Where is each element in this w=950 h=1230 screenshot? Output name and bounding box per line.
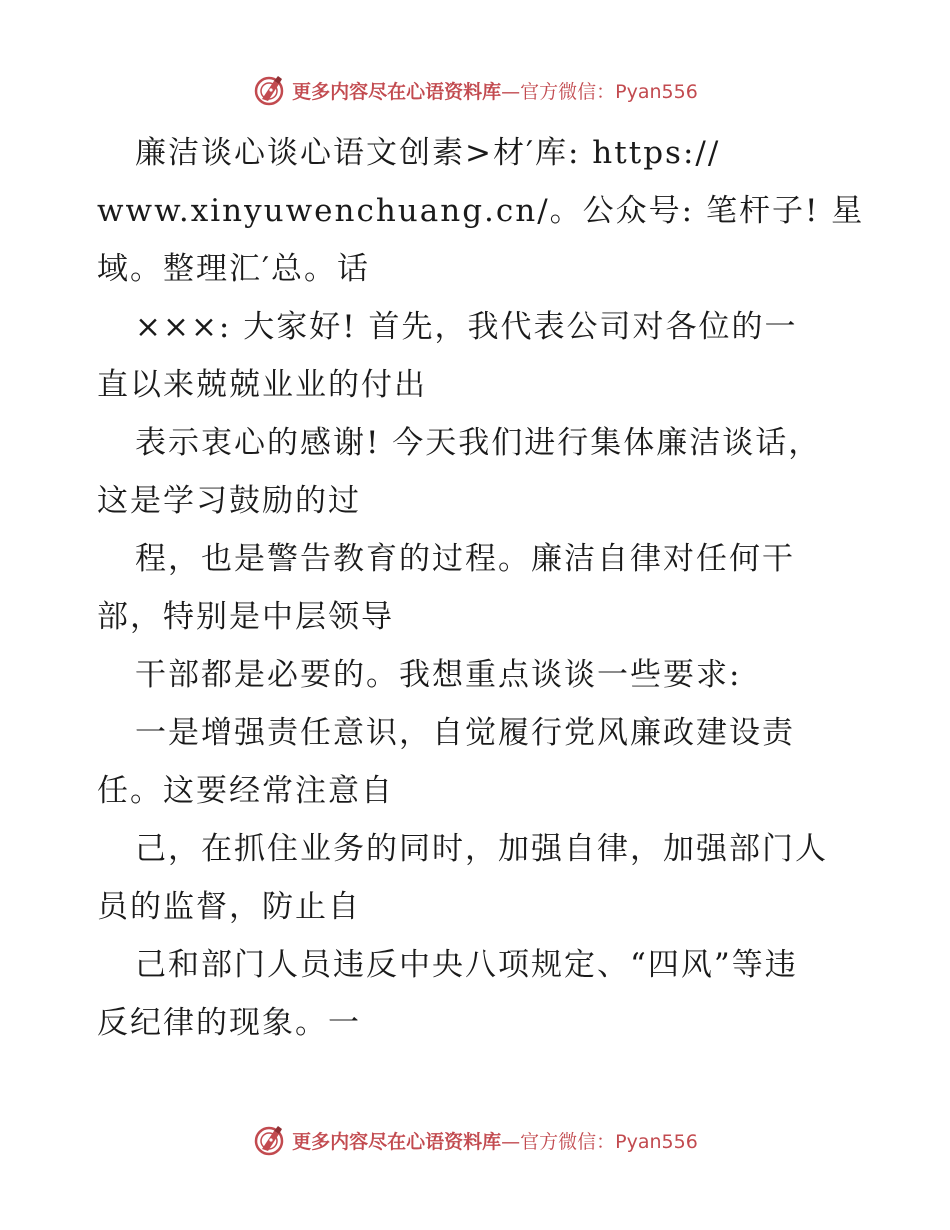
text-line: 反纪律的现象。一 <box>97 1005 361 1041</box>
text-line: 员的监督，防止自 <box>97 889 361 925</box>
text-line: 程，也是警告教育的过程。廉洁自律对任何干 <box>135 541 795 577</box>
text-line: 部，特别是中层领导 <box>97 599 394 635</box>
text-line: 己，在抓住业务的同时，加强自律，加强部门人 <box>135 831 828 867</box>
banner-text <box>292 1127 698 1154</box>
document-body <box>97 124 865 1052</box>
banner-dash: — <box>501 1130 521 1153</box>
text-line: 己和部门人员违反中央八项规定、“四风”等违 <box>135 947 798 983</box>
text-line: 廉洁谈心谈心语文创素>材′库: https:// <box>135 135 721 171</box>
banner-wechat: 官方微信：Pyan556 <box>520 80 698 103</box>
text-line: 一是增强责任意识，自觉履行党风廉政建设责 <box>135 715 795 751</box>
header-banner <box>0 70 950 110</box>
banner-wechat: 官方微信：Pyan556 <box>520 1130 698 1153</box>
footer-banner <box>0 1120 950 1160</box>
text-line: www.xinyuwenchuang.cn/。公众号: 笔杆子! 星 <box>97 193 865 229</box>
text-line: 域。整理汇′总。话 <box>97 251 371 287</box>
banner-dash: — <box>501 80 521 103</box>
text-line: ×××: 大家好! 首先，我代表公司对各位的一 <box>135 309 798 345</box>
pen-nib-circle-icon <box>252 73 286 107</box>
text-line: 任。这要经常注意自 <box>97 773 394 809</box>
banner-site-name: 更多内容尽在心语资料库 <box>292 80 502 103</box>
text-line: 直以来兢兢业业的付出 <box>97 367 427 403</box>
banner-site-name: 更多内容尽在心语资料库 <box>292 1130 502 1153</box>
text-line: 这是学习鼓励的过 <box>97 483 361 519</box>
banner-text <box>292 77 698 104</box>
pen-nib-circle-icon <box>252 1123 286 1157</box>
text-line: 表示衷心的感谢! 今天我们进行集体廉洁谈话， <box>135 425 822 461</box>
text-line: 干部都是必要的。我想重点谈谈一些要求: <box>135 657 742 693</box>
